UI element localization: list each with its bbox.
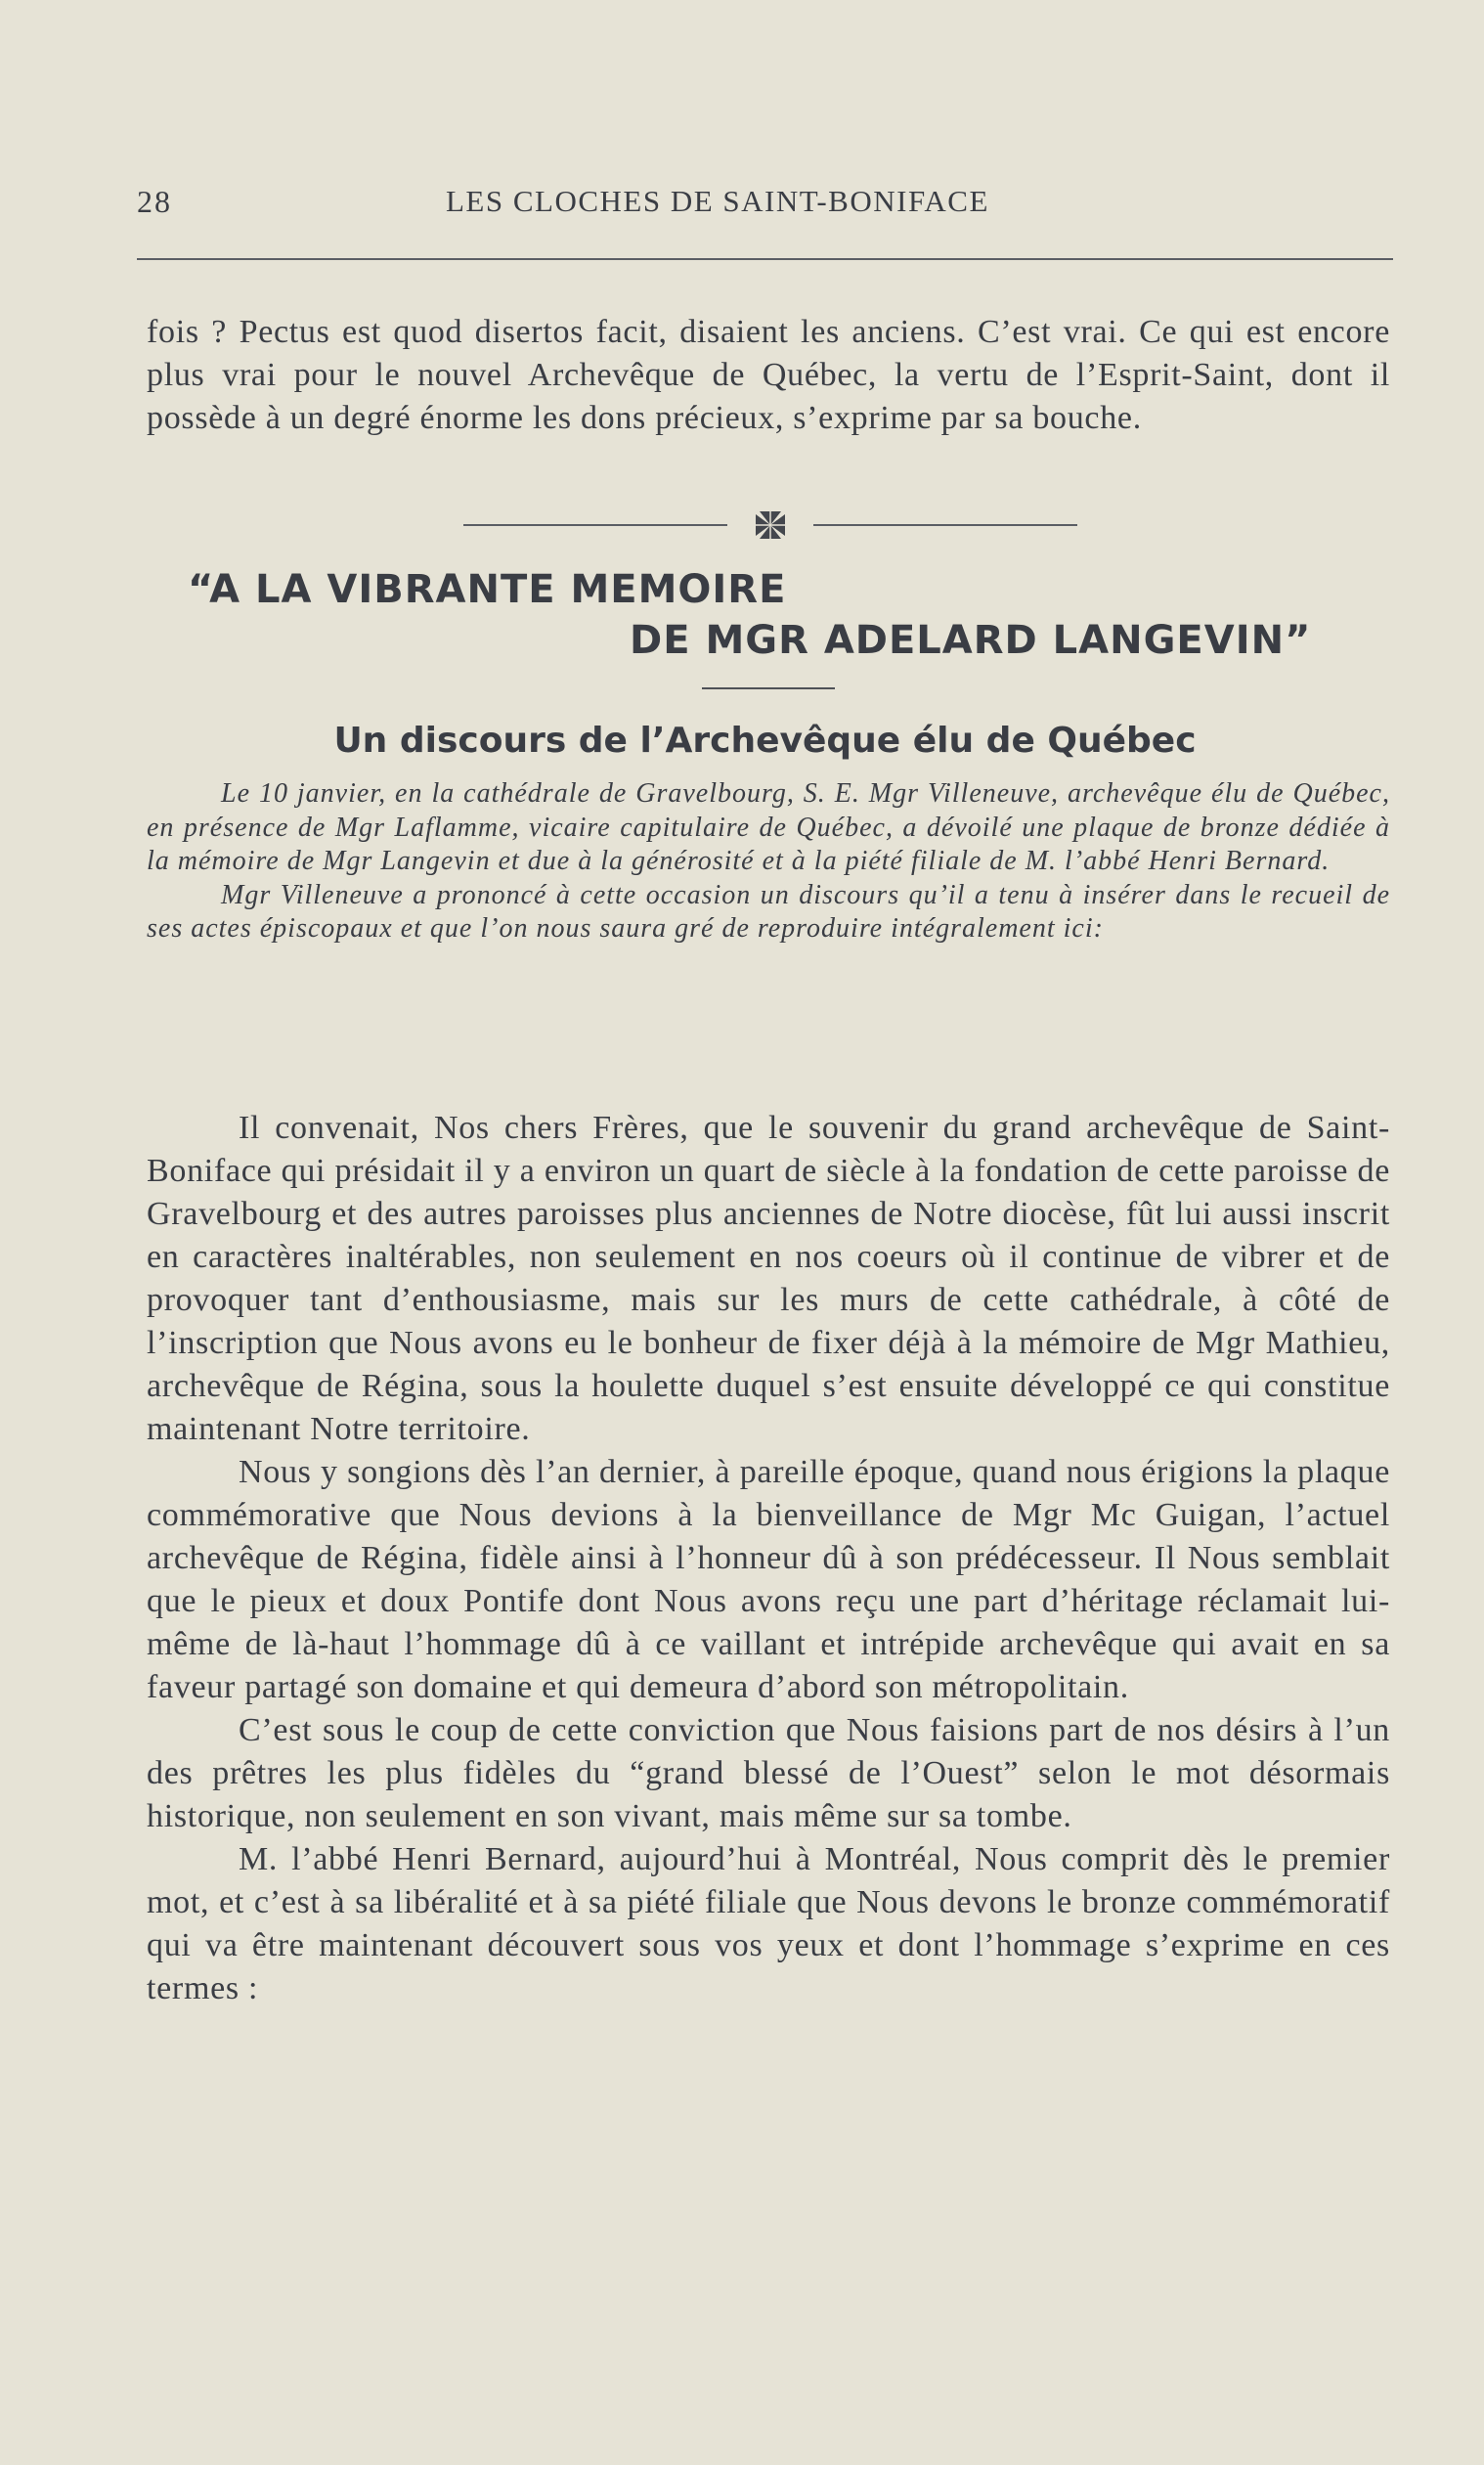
intro-block <box>147 777 1390 946</box>
article-title-line-2: DE MGR ADELARD LANGEVIN” <box>630 618 1312 663</box>
article-subtitle: Un discours de l’Archevêque élu de Québec <box>333 721 1197 761</box>
body-paragraph: C’est sous le coup de cette conviction que Nous faisions part de nos désirs à l’un des prêtres les plus fidèles du “grand blessé de l’Ouest” selon le mot désormais historique, non seulement en son vivant, mais même sur sa tombe. <box>147 1712 1390 1834</box>
speech-body <box>147 1107 1390 2010</box>
intro-paragraph: Le 10 janvier, en la cathédrale de Gravelbourg, S. E. Mgr Villeneuve, archevêque élu de Québec, en présence de Mgr Laflamme, vicaire capitulaire de Québec, a dévoilé une plaque de bronze dédiée à la mémoire de Mgr Langevin et due à la générosité et à la piété filiale de M. l’abbé Henri Bernard. <box>147 778 1390 876</box>
separator-line-left <box>463 524 727 526</box>
header-rule <box>137 258 1393 260</box>
intro-paragraph: Mgr Villeneuve a prononcé à cette occasion un discours qu’il a tenu à insérer dans le recueil de ses actes épiscopaux et que l’on nous saura gré de reproduire intégralement ici: <box>147 879 1390 944</box>
page-number: 28 <box>137 184 172 219</box>
maltese-cross-icon <box>751 506 790 544</box>
ornamental-separator <box>463 506 1077 544</box>
continued-paragraph-block <box>147 311 1390 440</box>
running-header <box>137 184 1393 231</box>
title-rule <box>702 687 835 689</box>
body-paragraph: M. l’abbé Henri Bernard, aujourd’hui à Montréal, Nous comprit dès le premier mot, et c’est à sa libéralité et à sa piété filiale que Nous devons le bronze commémoratif qui va être maintenant découvert sous vos yeux et dont l’hommage s’exprime en ces termes : <box>147 1841 1390 2006</box>
body-paragraph: Nous y songions dès l’an dernier, à pareille époque, quand nous érigions la plaque commémorative que Nous devions à la bienveillance de Mgr Mc Guigan, l’actuel archevêque de Régina, fidèle ainsi à l’honneur dû à son prédécesseur. Il Nous semblait que le pieux et doux Pontife dont Nous avons reçu une part d’héritage réclamait lui-même de là-haut l’hommage dû à ce vaillant et intrépide archevêque qui avait en sa faveur partagé son domaine et qui demeura d’abord son métropolitain. <box>147 1454 1390 1705</box>
continued-paragraph: fois ? Pectus est quod disertos facit, disaient les anciens. C’est vrai. Ce qui est encore plus vrai pour le nouvel Archevêque de Québec, la vertu de l’Esprit-Saint, dont il possède à un degré énorme les dons précieux, s’exprime par sa bouche. <box>147 314 1390 436</box>
separator-line-right <box>813 524 1077 526</box>
body-paragraph: Il convenait, Nos chers Frères, que le souvenir du grand archevêque de Saint-Boniface qui présidait il y a environ un quart de siècle à la fondation de cette paroisse de Gravelbourg et des autres paroisses plus anciennes de Notre diocèse, fût lui aussi inscrit en caractères inaltérables, non seulement en nos coeurs où il continue de vibrer et de provoquer tant d’enthousiasme, mais sur les murs de cette cathédrale, à côté de l’inscription que Nous avons eu le bonheur de fixer déjà à la mémoire de Mgr Mathieu, archevêque de Régina, sous la houlette duquel s’est ensuite développé ce qui constitue maintenant Notre territoire. <box>147 1110 1390 1447</box>
running-title: LES CLOCHES DE SAINT-BONIFACE <box>446 184 989 218</box>
article-title-line-1: “A LA VIBRANTE MEMOIRE <box>188 567 787 612</box>
